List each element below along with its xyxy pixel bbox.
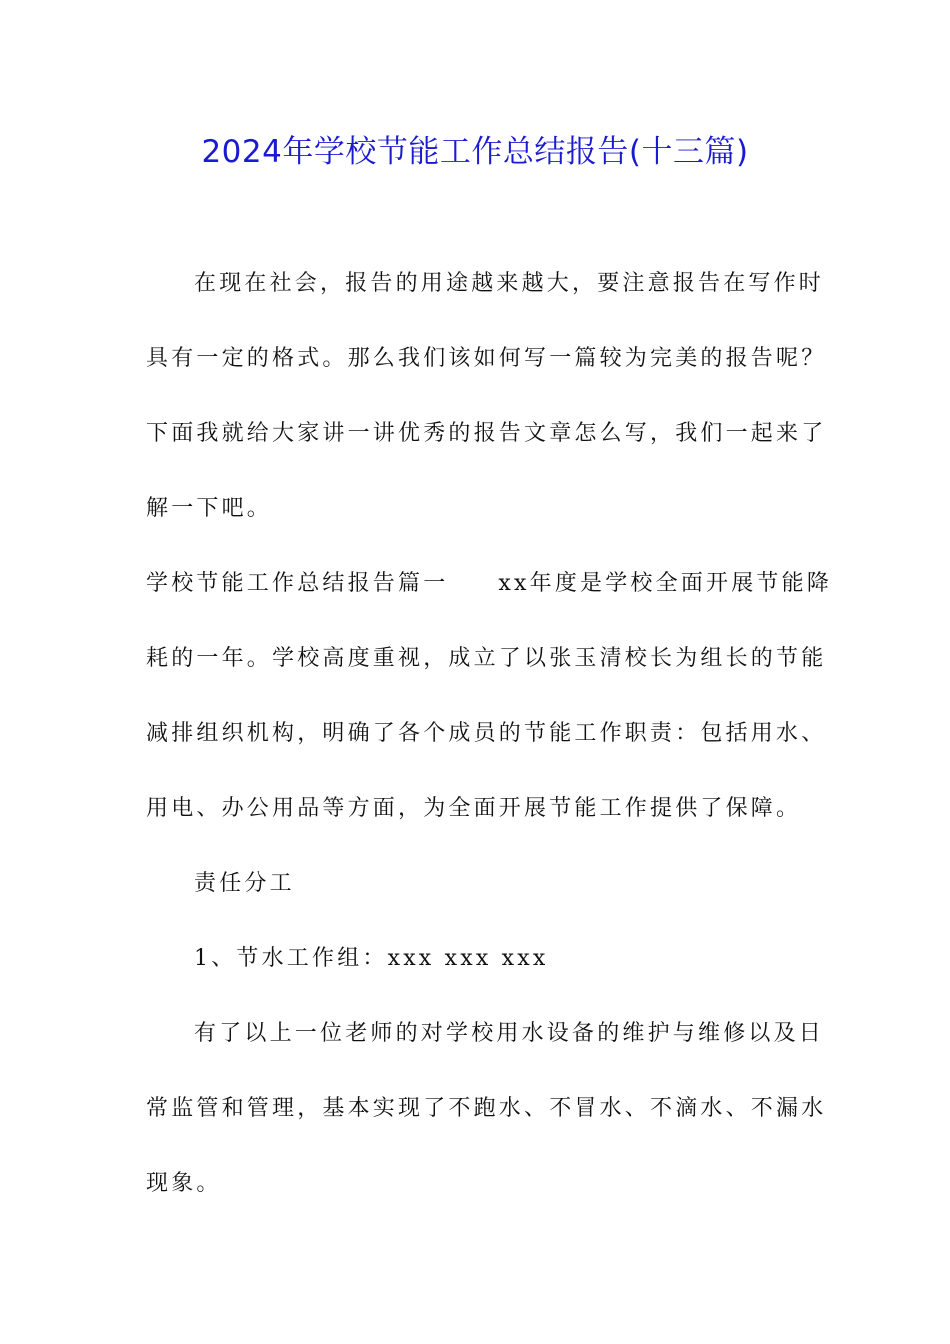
paragraph-line: 下面我就给大家讲一讲优秀的报告文章怎么写，我们一起来了: [146, 421, 827, 446]
paragraph-start: xx年度是学校全面开展节能降: [498, 571, 833, 596]
paragraph-line: 现象。: [146, 1171, 222, 1196]
paragraph-line: 常监管和管理，基本实现了不跑水、不冒水、不滴水、不漏水: [146, 1096, 827, 1121]
section-line: [146, 566, 833, 602]
paragraph-line: 解一下吧。: [146, 496, 273, 521]
paragraph-line: 减排组织机构，明确了各个成员的节能工作职责：包括用水、: [146, 721, 827, 746]
paragraph-line: 耗的一年。学校高度重视，成立了以张玉清校长为组长的节能: [146, 646, 827, 671]
paragraph-line: 在现在社会，报告的用途越来越大，要注意报告在写作时: [194, 271, 825, 296]
list-item: 1、节水工作组：xxx xxx xxx: [194, 946, 549, 971]
document-title: 2024年学校节能工作总结报告(十三篇): [201, 134, 749, 170]
paragraph-line: 具有一定的格式。那么我们该如何写一篇较为完美的报告呢？: [146, 346, 827, 371]
subheading-line: 责任分工: [194, 871, 295, 896]
paragraph-line: 用电、办公用品等方面，为全面开展节能工作提供了保障。: [146, 796, 802, 821]
section-heading: 学校节能工作总结报告篇一: [146, 571, 449, 596]
paragraph-line: 有了以上一位老师的对学校用水设备的维护与维修以及日: [194, 1021, 825, 1046]
